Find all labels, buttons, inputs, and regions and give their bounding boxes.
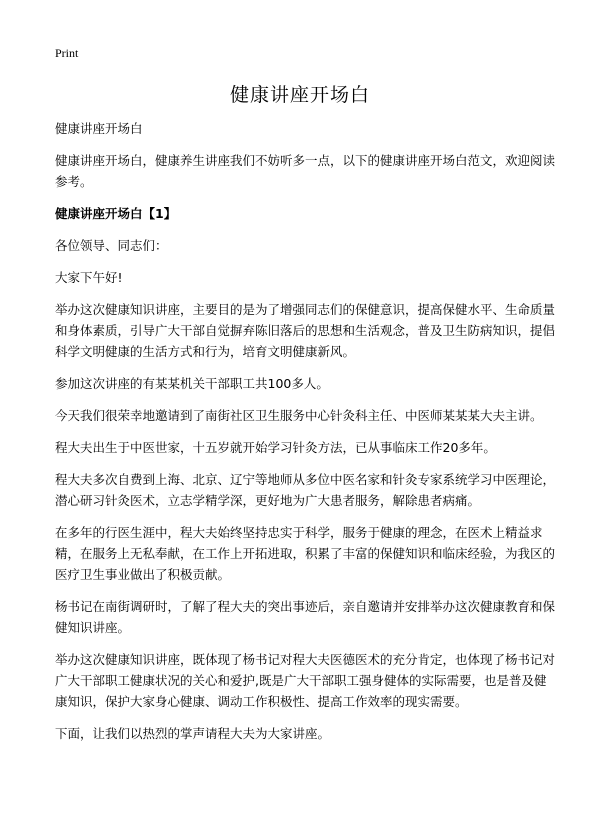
- document-body: [55, 118, 555, 755]
- paragraph-body: 程大夫多次自费到上海、北京、辽宁等地师从多位中医名家和针灸专家系统学习中医理论，潜心研习针灸医术，立志学精学深，更好地为广大患者服务，解除患者病痛。: [55, 472, 556, 508]
- paragraph-subtitle: 健康讲座开场白: [55, 121, 143, 136]
- paragraph-salutation: 各位领导、同志们：: [55, 238, 168, 253]
- paragraph-body: 举办这次健康知识讲座，主要目的是为了增强同志们的保健意识，提高保健水平、生命质量和身体素质，引导广大干部自觉摒弃陈旧落后的思想和生活观念，普及卫生防病知识，提倡科学文明健康的生活方式和行为，培育文明健康新风。: [55, 302, 556, 359]
- paragraph-closing: 下面，让我们以热烈的掌声请程大夫为大家讲座。: [55, 726, 331, 741]
- print-link[interactable]: Print: [55, 46, 79, 60]
- paragraph-body: 举办这次健康知识讲座，既体现了杨书记对程大夫医德医术的充分肯定，也体现了杨书记对广大干部职工健康状况的关心和爱护,既是广大干部职工强身健体的实际需要，也是普及健康知识，保护大家身心健康、调动工作积极性、提高工作效率的现实需要。: [55, 652, 556, 709]
- section-heading: 健康讲座开场白【1】: [55, 206, 177, 221]
- paragraph-body: 今天我们很荣幸地邀请到了南街社区卫生服务中心针灸科主任、中医师某某某大夫主讲。: [55, 408, 543, 423]
- document-title: 健康讲座开场白: [229, 84, 370, 106]
- paragraph-greeting: 大家下午好!: [55, 270, 123, 285]
- paragraph-body: 杨书记在南街调研时，了解了程大夫的突出事迹后，亲自邀请并安排举办这次健康教育和保健知识讲座。: [55, 599, 556, 635]
- paragraph-body: 在多年的行医生涯中，程大夫始终坚持忠实于科学，服务于健康的理念，在医术上精益求精，在服务上无私奉献，在工作上开拓进取，积累了丰富的保健知识和临床经验，为我区的医疗卫生事业做出了积极贡献。: [55, 525, 556, 582]
- paragraph-body: 参加这次讲座的有某某机关干部职工共100多人。: [55, 376, 329, 391]
- paragraph-intro: 健康讲座开场白，健康养生讲座我们不妨听多一点，以下的健康讲座开场白范文，欢迎阅读参考。: [55, 153, 556, 189]
- paragraph-body: 程大夫出生于中医世家，十五岁就开始学习针灸方法，已从事临床工作20多年。: [55, 440, 496, 455]
